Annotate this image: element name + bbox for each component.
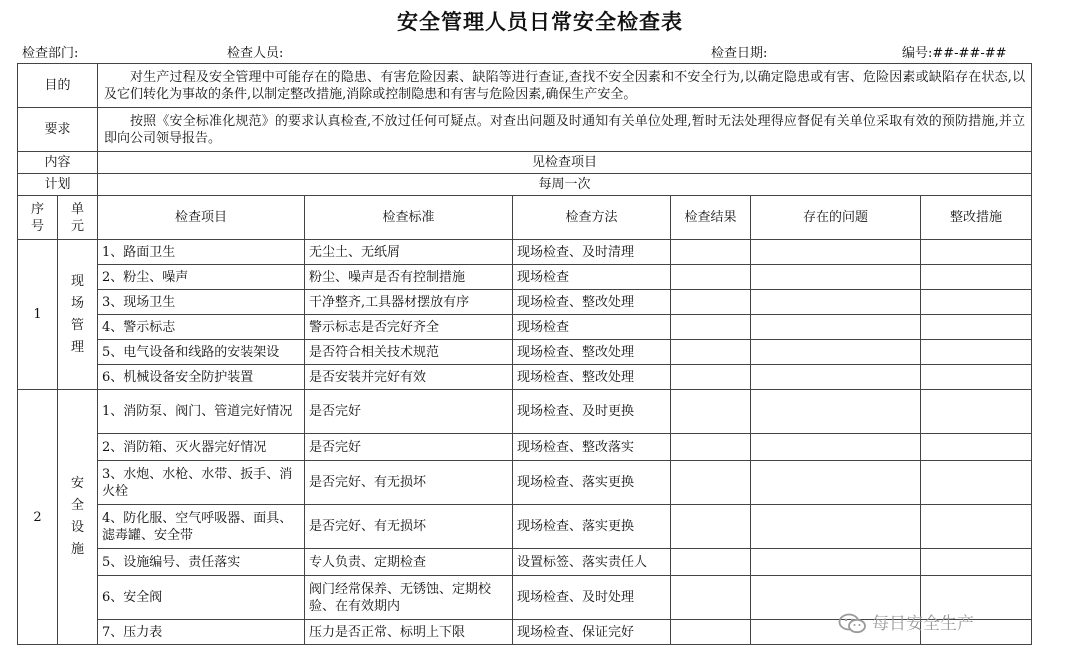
col-standard: 检查标准 [305,196,513,240]
fix-cell[interactable] [921,340,1032,365]
check-standard: 无尘土、无纸屑 [305,240,513,265]
watermark-text: 每日安全生产 [872,614,974,634]
watermark [838,609,974,635]
table-row [18,265,1032,290]
table-row [18,315,1032,340]
requirement-text: 按照《安全标准化规范》的要求认真检查,不放过任何可疑点。对查出问题及时通知有关单位处理,暂时无法处理得应督促有关单位采取有效的预防措施,并立即向公司领导报告。 [98,108,1032,152]
fix-cell[interactable] [921,365,1032,390]
table-row [18,365,1032,390]
check-method: 现场检查、整改处理 [513,290,671,315]
check-standard: 干净整齐,工具器材摆放有序 [305,290,513,315]
col-seq [18,196,58,240]
problem-cell[interactable] [751,240,921,265]
check-item: 4、警示标志 [98,315,305,340]
check-item: 2、消防箱、灭火器完好情况 [98,434,305,461]
result-cell[interactable] [671,461,751,505]
check-standard: 是否安装并完好有效 [305,365,513,390]
check-method: 现场检查、落实更换 [513,505,671,549]
check-item: 1、消防泵、阀门、管道完好情况 [98,390,305,434]
fix-cell[interactable] [921,265,1032,290]
fix-cell[interactable] [921,461,1032,505]
problem-cell[interactable] [751,390,921,434]
table-row [18,549,1032,576]
unit-char: 管 [71,317,85,333]
check-standard: 专人负责、定期检查 [305,549,513,576]
col-result: 检查结果 [671,196,751,240]
check-method: 现场检查、保证完好 [513,620,671,645]
content-row [18,152,1032,174]
problem-cell[interactable] [751,461,921,505]
check-method: 现场检查 [513,265,671,290]
result-cell[interactable] [671,390,751,434]
col-fix: 整改措施 [921,196,1032,240]
col-seq-line: 号 [30,218,44,234]
content-value: 见检查项目 [98,152,1032,174]
check-item: 6、机械设备安全防护装置 [98,365,305,390]
date-label: 检查日期: [711,46,768,61]
purpose-label: 目的 [18,64,98,108]
check-item: 4、防化服、空气呼吸器、面具、滤毒罐、安全带 [98,505,305,549]
requirement-label: 要求 [18,108,98,152]
check-method: 现场检查、及时清理 [513,240,671,265]
plan-row [18,174,1032,196]
group-unit [58,390,98,645]
check-item: 1、路面卫生 [98,240,305,265]
col-seq-line: 序 [30,201,44,217]
problem-cell[interactable] [751,290,921,315]
table-row [18,461,1032,505]
result-cell[interactable] [671,505,751,549]
check-item: 5、电气设备和线路的安装架设 [98,340,305,365]
table-row [18,505,1032,549]
check-standard: 是否完好 [305,390,513,434]
fix-cell[interactable] [921,505,1032,549]
check-standard: 是否完好 [305,434,513,461]
unit-char: 现 [71,273,85,289]
col-method: 检查方法 [513,196,671,240]
unit-char: 全 [71,498,85,513]
check-item: 5、设施编号、责任落实 [98,549,305,576]
check-item: 6、安全阀 [98,576,305,620]
check-method: 现场检查、落实更换 [513,461,671,505]
result-cell[interactable] [671,290,751,315]
unit-char: 施 [71,542,85,557]
group-unit [58,240,98,390]
table-row [18,340,1032,365]
result-cell[interactable] [671,315,751,340]
fix-cell[interactable] [921,315,1032,340]
check-item: 3、现场卫生 [98,290,305,315]
result-cell[interactable] [671,549,751,576]
wechat-icon [838,613,868,635]
check-standard: 警示标志是否完好齐全 [305,315,513,340]
check-standard: 阀门经常保养、无锈蚀、定期校验、在有效期内 [305,576,513,620]
check-standard: 是否完好、有无损坏 [305,461,513,505]
result-cell[interactable] [671,340,751,365]
problem-cell[interactable] [751,340,921,365]
fix-cell[interactable] [921,240,1032,265]
inspection-table [17,63,1032,645]
check-method: 现场检查、整改处理 [513,365,671,390]
check-item: 2、粉尘、噪声 [98,265,305,290]
col-unit-line: 单 [71,201,85,217]
fix-cell[interactable] [921,549,1032,576]
check-item: 3、水炮、水枪、水带、扳手、消火栓 [98,461,305,505]
result-cell[interactable] [671,365,751,390]
col-unit-line: 元 [71,218,85,234]
table-row [18,290,1032,315]
unit-char: 理 [71,339,85,355]
col-item: 检查项目 [98,196,305,240]
check-method: 现场检查 [513,315,671,340]
content-label: 内容 [18,152,98,174]
result-cell[interactable] [671,265,751,290]
fix-cell[interactable] [921,290,1032,315]
dept-label: 检查部门: [22,46,79,61]
check-standard: 粉尘、噪声是否有控制措施 [305,265,513,290]
check-item: 7、压力表 [98,620,305,645]
group-seq: 1 [18,240,58,390]
problem-cell[interactable] [751,434,921,461]
check-method: 现场检查、整改处理 [513,340,671,365]
unit-char: 场 [71,295,85,311]
result-cell[interactable] [671,620,751,645]
problem-cell[interactable] [751,315,921,340]
inspector-label: 检查人员: [227,46,284,61]
problem-cell[interactable] [751,365,921,390]
plan-label: 计划 [18,174,98,196]
result-cell[interactable] [671,240,751,265]
unit-char: 设 [71,520,85,535]
table-row [18,390,1032,434]
requirement-row [18,108,1032,152]
problem-cell[interactable] [751,265,921,290]
page-title: 安全管理人员日常安全检查表 [397,10,683,34]
plan-value: 每周一次 [98,174,1032,196]
check-method: 设置标签、落实责任人 [513,549,671,576]
result-cell[interactable] [671,434,751,461]
check-standard: 是否完好、有无损坏 [305,505,513,549]
problem-cell[interactable] [751,549,921,576]
col-unit [58,196,98,240]
check-standard: 压力是否正常、标明上下限 [305,620,513,645]
number-label: 编号:##-##-## [902,46,1007,61]
check-method: 现场检查、整改落实 [513,434,671,461]
column-header-row [18,196,1032,240]
check-standard: 是否符合相关技术规范 [305,340,513,365]
check-method: 现场检查、及时更换 [513,390,671,434]
purpose-text: 对生产过程及安全管理中可能存在的隐患、有害危险因素、缺陷等进行查证,查找不安全因素和不安全行为,以确定隐患或有害、危险因素或缺陷存在状态,以及它们转化为事故的条件,以制定整改措施,消除或控制隐患和有害与危险因素,确保生产安全。 [98,64,1032,108]
table-row [18,434,1032,461]
group-seq: 2 [18,390,58,645]
fix-cell[interactable] [921,390,1032,434]
table-row [18,240,1032,265]
col-problem: 存在的问题 [751,196,921,240]
result-cell[interactable] [671,576,751,620]
fix-cell[interactable] [921,434,1032,461]
purpose-row [18,64,1032,108]
unit-char: 安 [71,476,85,491]
check-method: 现场检查、及时处理 [513,576,671,620]
problem-cell[interactable] [751,505,921,549]
